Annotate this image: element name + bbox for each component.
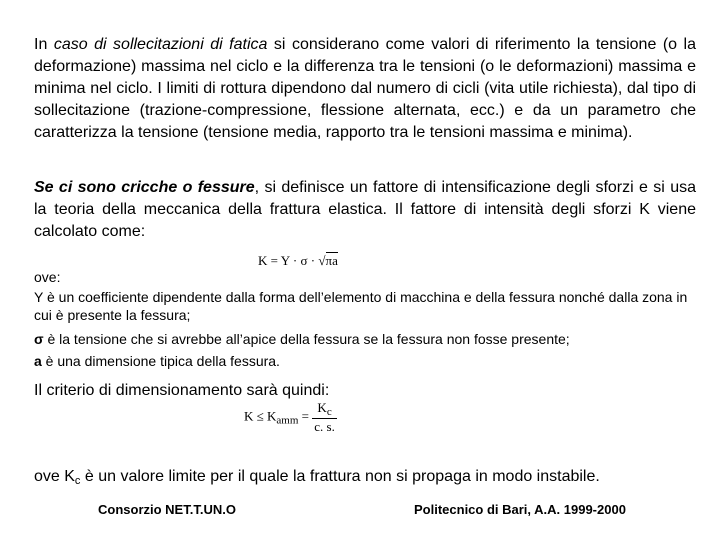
formula2-amm: amm	[276, 414, 299, 427]
def-a-symbol: a	[34, 353, 42, 369]
design-criterion-formula	[244, 400, 337, 435]
conclusion-pre: ove K	[34, 468, 75, 485]
formula1-sqrt: √	[318, 253, 326, 268]
formula1-y: Y	[280, 253, 290, 268]
definition-sigma	[34, 328, 696, 350]
formula2-denominator: c. s.	[314, 419, 335, 434]
footer-right: Politecnico di Bari, A.A. 1999-2000	[414, 502, 626, 517]
definition-y	[34, 288, 696, 324]
formula1-dot1: ·	[292, 253, 298, 268]
formula1-sigma: σ	[300, 253, 308, 268]
footer-left: Consorzio NET.T.UN.O	[98, 502, 236, 517]
formula1-pia: πa	[325, 253, 338, 268]
definitions-list	[34, 288, 696, 372]
def-y-symbol: Y	[34, 289, 44, 305]
fatigue-prefix: In	[34, 36, 54, 53]
formula2-num-sub: c	[326, 406, 332, 418]
conclusion-post: è un valore limite per il quale la frattura non si propaga in modo instabile.	[80, 468, 600, 485]
fatigue-text: si considerano come valori di riferimento la tensione (o la deformazione) massima nel ciclo e la differenza tra le tensioni (o le deformazioni) massima e minima nel ciclo. I limiti di rottura dipendono dal numero di cicli (vita utile richiesta), dal tipo di sollecitazione (trazione-compressione, flessione alternata, ecc.) e da un parametro che caratterizza la tensione (tensione media, rapporto tra le tensioni massima e minima).	[34, 36, 696, 141]
formula2-leq: ≤	[256, 408, 264, 424]
formula2-fraction	[312, 400, 337, 435]
conclusion-sub: c	[74, 475, 81, 487]
def-a-text: è una dimensione tipica della fessura.	[41, 353, 280, 369]
def-sigma-symbol: σ	[34, 331, 44, 347]
formula2-num-k: K	[317, 400, 327, 415]
criterion-text: Il criterio di dimensionamento sarà quindi:	[34, 382, 330, 399]
formula2-k: K	[244, 408, 254, 424]
formula1-dot2: ·	[310, 253, 316, 268]
ove-label: ove:	[34, 269, 61, 285]
fatigue-emphasis: caso di sollecitazioni di fatica	[53, 36, 268, 53]
formula1-equals: =	[270, 253, 278, 268]
formula2-equals: =	[301, 408, 310, 424]
crack-emphasis: Se ci sono cricche o fessure	[34, 179, 255, 196]
formula2-kamm: K	[267, 408, 277, 424]
formula2-numerator	[312, 400, 337, 418]
fatigue-paragraph	[34, 34, 696, 144]
crack-paragraph	[34, 177, 696, 243]
crack-text: , si definisce un fattore di intensificazione degli sforzi e si usa la teoria della meccanica della frattura elastica. Il fattore di intensità degli sforzi K viene calcolato come:	[34, 179, 697, 240]
formula1-k: K	[258, 253, 268, 268]
def-y-text: è un coefficiente dipendente dalla forma dell’elemento di macchina e della fessura nonché dalla zona in cui è presente la fessura;	[34, 289, 688, 323]
def-sigma-text: è la tensione che si avrebbe all’apice della fessura se la fessura non fosse presente;	[43, 331, 570, 347]
conclusion-text	[34, 466, 696, 492]
definition-a	[34, 350, 696, 372]
